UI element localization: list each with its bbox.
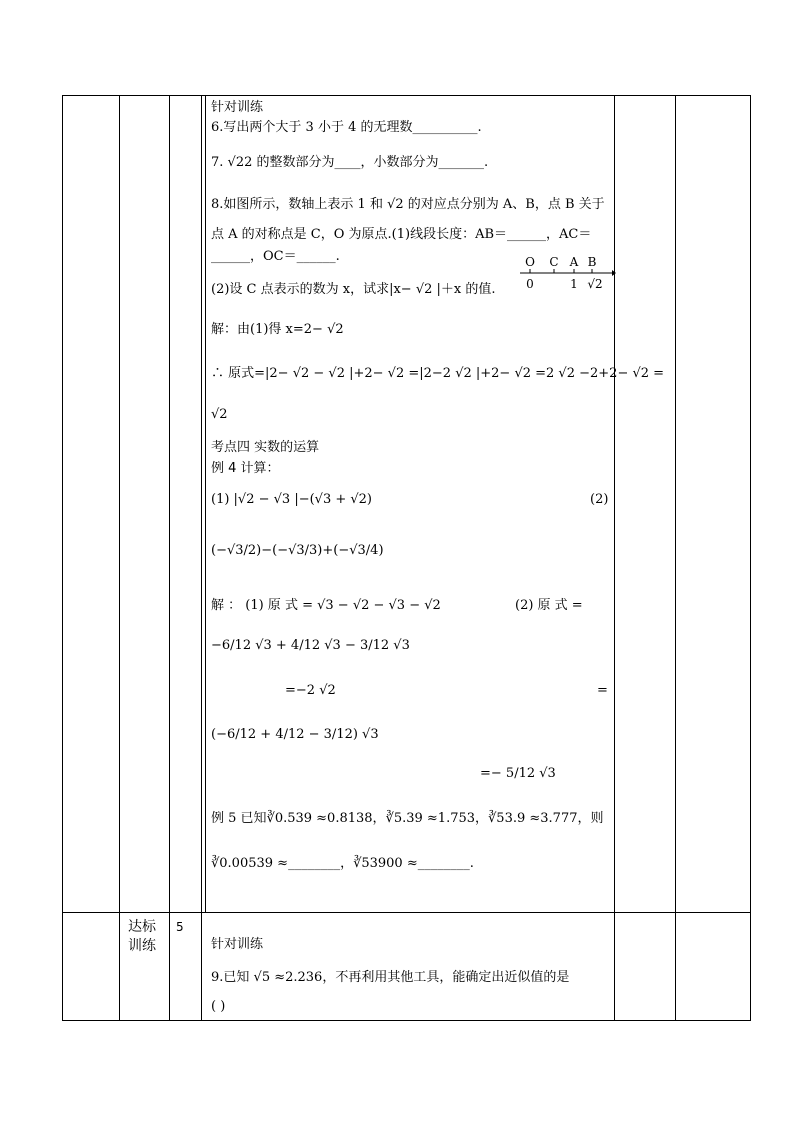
number-line-figure [516, 252, 616, 296]
solution-line-3: √2 [211, 407, 228, 422]
axis-arrow [612, 270, 616, 276]
value-0: 0 [526, 277, 534, 291]
col-divider-2 [169, 95, 170, 1021]
kaodian-heading: 考点四 实数的运算 [211, 440, 320, 455]
answer-line-4: (−6/12 + 4/12 − 3/12) √3 [211, 727, 379, 742]
question-7: 7. √22 的整数部分为____，小数部分为_______. [211, 155, 489, 170]
row-divider [62, 912, 751, 913]
label-B: B [587, 255, 597, 269]
example-4-title: 例 4 计算： [211, 461, 280, 476]
col-divider-3b [205, 95, 206, 913]
col-divider-3 [201, 95, 202, 1021]
label-A: A [569, 255, 579, 269]
example-4-part-2-expression: (−√3/2)−(−√3/3)+(−√3/4) [211, 543, 384, 558]
question-8-line-2: 点 A 的对称点是 C，O 为原点.(1)线段长度：AB＝______，AC＝ [211, 227, 592, 242]
solution-line-1: 解：由(1)得 x=2− √2 [211, 322, 344, 337]
row-label-line-2: 训练 [128, 938, 156, 954]
question-6: 6.写出两个大于 3 小于 4 的无理数__________. [211, 120, 482, 135]
question-9-line-2: ( ) [211, 999, 226, 1014]
section-title: 针对训练 [211, 100, 264, 115]
example-4-part-1: (1) |√2 − √3 |−(√3 + √2) [211, 492, 373, 507]
row2-title: 针对训练 [211, 937, 264, 952]
answer-line-1-left: 解 ： (1) 原 式 = √3 − √2 − √3 − √2 [211, 598, 441, 613]
answer-line-1-right: (2) 原 式 = [515, 598, 583, 613]
question-8-line-3: ______，OC＝______. [211, 249, 340, 264]
minutes-cell: 5 [176, 920, 184, 934]
row-label-line-1: 达标 [128, 919, 156, 935]
answer-line-3-right: = [597, 683, 608, 698]
question-8-line-4: (2)设 C 点表示的数为 x，试求|x− √2 |＋x 的值. [211, 282, 496, 297]
col-divider-4 [614, 95, 615, 1021]
col-divider-5 [675, 95, 676, 1021]
value-1: 1 [570, 277, 578, 291]
answer-line-3-left: =−2 √2 [285, 683, 336, 698]
example-5-line-1: 例 5 已知∛0.539 ≈0.8138，∛5.39 ≈1.753，∛53.9 ≈3.777，则 [211, 811, 604, 826]
question-9-line-1: 9.已知 √5 ≈2.236，不再利用其他工具，能确定出近似值的是 [211, 970, 570, 985]
answer-line-5: =− 5/12 √3 [480, 766, 556, 781]
example-5-line-2: ∛0.00539 ≈________，∛53900 ≈________. [211, 856, 474, 871]
answer-line-2: −6/12 √3 + 4/12 √3 − 3/12 √3 [211, 638, 410, 653]
question-8-line-1: 8.如图所示，数轴上表示 1 和 √2 的对应点分别为 A、B，点 B 关于 [211, 197, 605, 212]
col-divider-1 [119, 95, 120, 1021]
label-O: O [525, 255, 535, 269]
solution-line-2: ∴ 原式=|2− √2 − √2 |+2− √2 =|2−2 √2 |+2− √2 =2 √2 −2+2− √2 = [211, 366, 665, 381]
value-sqrt2: √2 [587, 277, 603, 291]
label-C: C [549, 255, 559, 269]
example-4-part-2-label: (2) [590, 492, 609, 507]
